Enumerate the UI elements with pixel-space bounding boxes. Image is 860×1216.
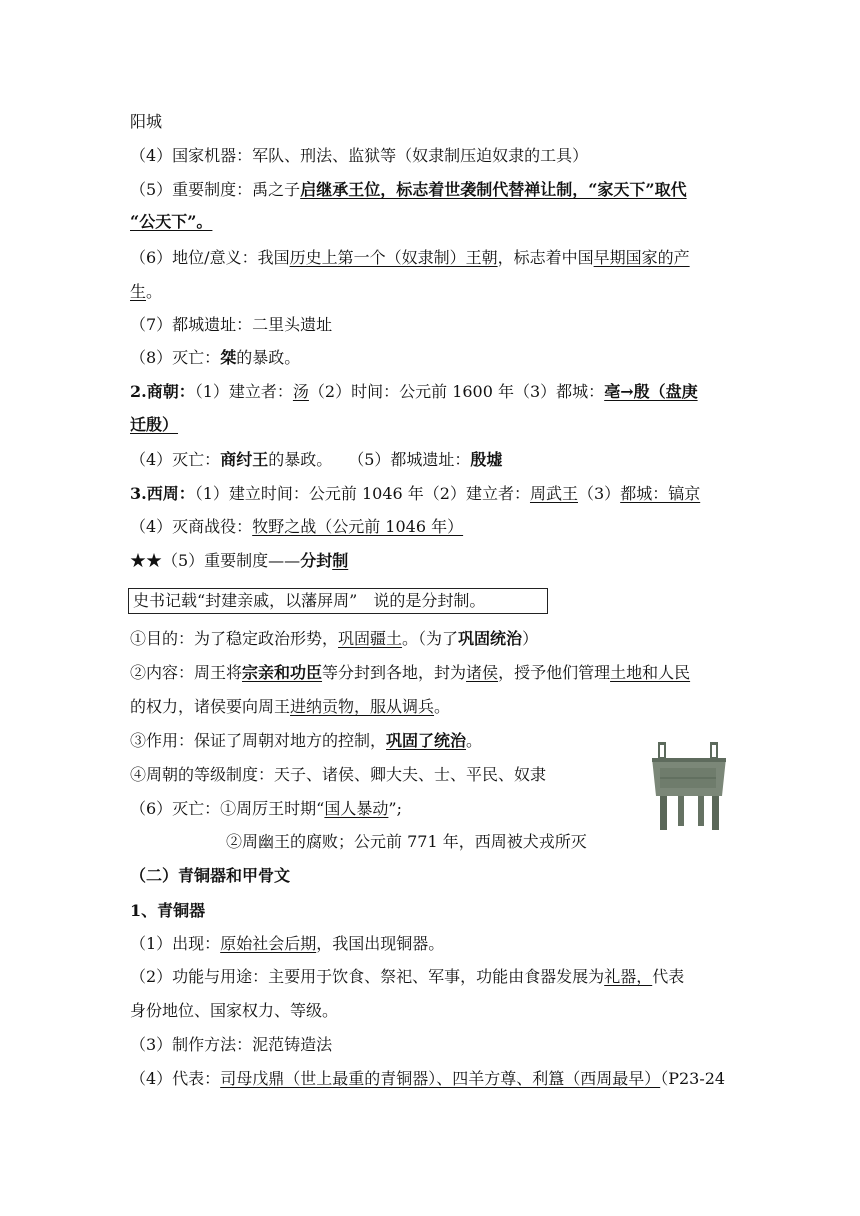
text-line: ①目的：为了稳定政治形势，巩固疆土。（为了巩固统治） bbox=[130, 629, 539, 648]
bronze-ding-image bbox=[648, 740, 730, 834]
text-line: （6）灭亡：①周厉王时期“国人暴动”; bbox=[130, 799, 402, 818]
text-line: （4）灭商战役：牧野之战（公元前 1046 年） bbox=[130, 517, 464, 536]
text-line: （8）灭亡：桀的暴政。 bbox=[130, 348, 301, 367]
text-line: ③作用：保证了周朝对地方的控制，巩固了统治。 bbox=[130, 731, 483, 750]
text-line: （5）重要制度：禹之子启继承王位，标志着世袭制代替禅让制，“家天下”取代 bbox=[130, 180, 687, 199]
text-line: （6）地位/意义：我国历史上第一个（奴隶制）王朝，标志着中国早期国家的产 bbox=[130, 248, 690, 267]
text-line: 生。 bbox=[130, 282, 163, 301]
section-heading: 3.西周：（1）建立时间：公元前 1046 年（2）建立者：周武王（3）都城：镐京 bbox=[130, 484, 701, 503]
text-line: （3）制作方法：泥范铸造法 bbox=[130, 1035, 333, 1054]
text-line: ②周幽王的腐败；公元前 771 年，西周被犬戎所灭 bbox=[226, 832, 587, 851]
text-line: （1）出现：原始社会后期，我国出现铜器。 bbox=[130, 934, 445, 953]
text-line: （4）灭亡：商纣王的暴政。 （5）都城遗址：殷墟 bbox=[130, 450, 503, 469]
text-line: ★★（5）重要制度——分封制 bbox=[130, 551, 349, 570]
section-heading: 2.商朝：（1）建立者：汤（2）时间：公元前 1600 年（3）都城：亳→殷（盘庚 bbox=[130, 382, 698, 401]
text-line: （4）国家机器：军队、刑法、监狱等（奴隶制压迫奴隶的工具） bbox=[130, 146, 589, 165]
text-line: ④周朝的等级制度：天子、诸侯、卿大夫、士、平民、奴隶 bbox=[130, 765, 547, 784]
section-heading: 1、青铜器 bbox=[130, 901, 206, 920]
section-heading: （二）青铜器和甲骨文 bbox=[130, 866, 291, 885]
text-line: 身份地位、国家权力、等级。 bbox=[130, 1001, 339, 1020]
text-line: ②内容：周王将宗亲和功臣等分封到各地，封为诸侯，授予他们管理土地和人民 bbox=[130, 663, 691, 682]
text-line: （7）都城遗址：二里头遗址 bbox=[130, 315, 333, 334]
text-line: （2）功能与用途：主要用于饮食、祭祀、军事，功能由食器发展为礼器，代表 bbox=[130, 967, 685, 986]
text-line: “公天下”。 bbox=[130, 212, 213, 231]
text-line: 的权力，诸侯要向周王进纳贡物，服从调兵。 bbox=[130, 697, 451, 716]
text-line: 阳城 bbox=[130, 112, 163, 131]
text-line: （4）代表：司母戊鼎（世上最重的青铜器）、四羊方尊、利簋（西周最早）（P23-24 bbox=[130, 1069, 726, 1088]
quote-box: 史书记载“封建亲戚，以藩屏周” 说的是分封制。 bbox=[128, 588, 548, 614]
text-line: 迁殷） bbox=[130, 415, 179, 434]
